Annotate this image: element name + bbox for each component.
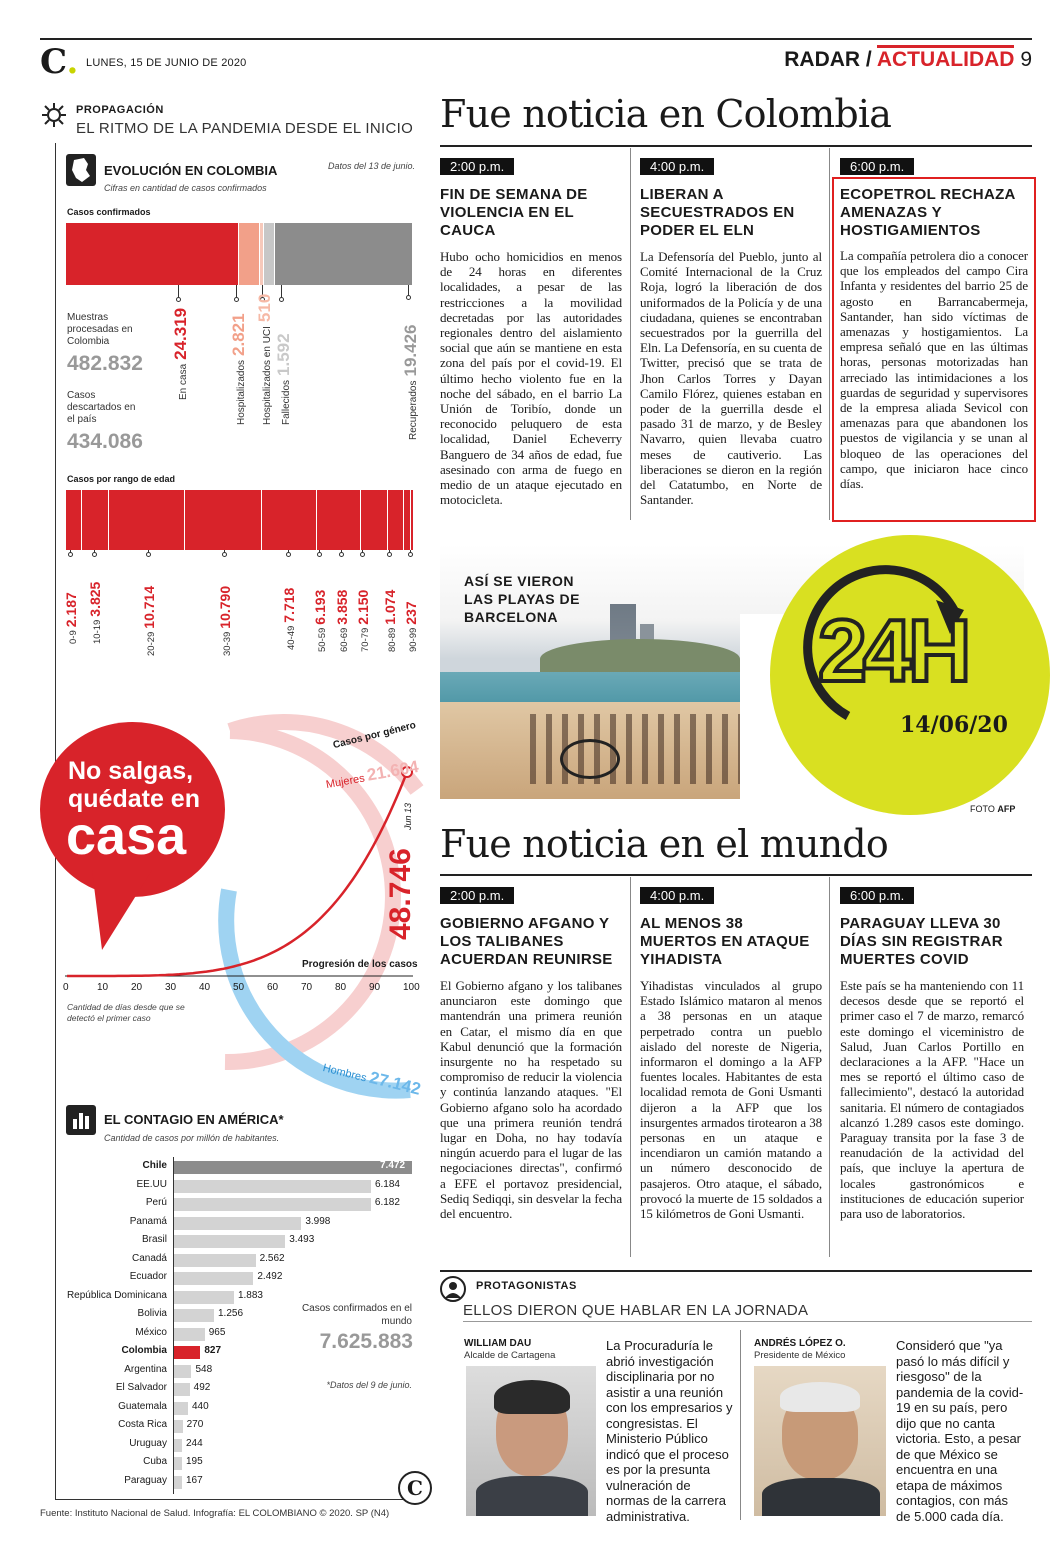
casos-label-name: Hospitalizados [236, 359, 247, 425]
person-quote: La Procuraduría le abrió investigación disciplinaria por no asistir a una reunión con los empresarios y congresistas. El Ministerio Público indicó que el proceso es por la presunta vulneración de normas de la carrera administrativa. [606, 1338, 733, 1524]
article-body: La compañía petrolera dio a conocer que los empleados del campo Cira Infanta y residentes del barrio 25 de agosto en Barrancabermeja, Santander, han sido víctimas de amenazas y hostigamientos. La empresa señaló que en las últimas horas, personas motorizadas han arreciado las intimidaciones a los guardas de seguridad y supervisores de la empresa aliada Sevicol con amenazas para que abandonen los puestos de vigilancia y se unan al bloqueo de las operaciones del campo, que iniciaron hace cinco días. [840, 248, 1028, 492]
edad-label [87, 582, 103, 644]
casos-label-name: Hospitalizados en UCI [262, 326, 273, 425]
x-tick-label: 70 [301, 982, 313, 993]
america-country: Ecuador [129, 1271, 167, 1282]
america-country: Perú [145, 1197, 167, 1208]
casos-leader-line [408, 285, 409, 295]
col-sep [740, 1330, 741, 1520]
lopez-obrador-photo [754, 1366, 886, 1516]
america-value: 6.182 [374, 1197, 400, 1208]
america-bar [174, 1420, 183, 1433]
article-body: La Defensoría del Pueblo, junto al Comité Internacional de la Cruz Roja, logró la liberación de dos uniformados de la Policía y de una ciudadana, quienes se encontraban secuestrados por la guerrilla del Eln. La Defensoría, en su cuenta de Twitter, precisó que se trata de Jhon Carlos Torres y Dayan Camilo Flórez, quienes estaban en poder de la guerrilla desde el pasado 31 de marzo, y de Besley Navarro, quien llevaba cuatro meses de cautiverio. Las liberaciones se dieron en la región del Catatumbo, en Norte de Santander. [640, 249, 822, 508]
casos-bar-segment [275, 223, 414, 285]
america-country: El Salvador [115, 1382, 167, 1393]
casos-label-value: 1.592 [274, 333, 293, 376]
article-col-1 [440, 158, 622, 507]
america-value: 2.562 [259, 1252, 285, 1264]
top-rule [40, 38, 1032, 40]
america-bar [174, 1383, 190, 1396]
america-country: Chile [142, 1160, 167, 1171]
casos-confirmados-label: Casos confirmados [67, 207, 151, 217]
america-country: República Dominicana [66, 1289, 167, 1301]
person-role: Presidente de México [754, 1350, 846, 1361]
section-name: RADAR / [784, 48, 872, 71]
america-country: Colombia [121, 1345, 167, 1356]
progresion-title: Progresión de los casos [302, 959, 418, 970]
casos-label-value: 24.319 [171, 307, 190, 360]
edad-label-name: 90-99 [408, 627, 419, 652]
article-col-2 [640, 158, 822, 507]
person-name: WILLIAM DAU [464, 1338, 532, 1349]
edad-label-value: 1.074 [382, 589, 398, 625]
page-number: 9 [1020, 48, 1032, 71]
edad-bar [66, 490, 413, 550]
world-col-2 [640, 887, 822, 1221]
article-title: FIN DE SEMANA DE VIOLENCIA EN EL CAUCA [440, 186, 588, 239]
america-country: Argentina [124, 1363, 167, 1375]
progresion-date: Jun 13 [403, 802, 413, 830]
america-bar [174, 1291, 234, 1304]
casos-leader-dot [279, 297, 284, 302]
america-value: 3.998 [305, 1215, 331, 1227]
hombres-label: Hombres [321, 1062, 368, 1085]
casos-leader-dot [234, 297, 239, 302]
america-value: 492 [193, 1382, 211, 1393]
america-bar [174, 1402, 188, 1415]
america-bar [174, 1439, 182, 1452]
america-subtitle: Cantidad de casos por millón de habitantes. [104, 1133, 280, 1143]
person-icon [440, 1276, 466, 1302]
edad-leader-dot [286, 552, 291, 557]
edad-label-name: 0-9 [68, 630, 79, 644]
casos-label-name: Recuperados [408, 380, 419, 440]
descartados-value: 434.086 [67, 430, 143, 453]
casos-label [229, 313, 249, 425]
bar-chart-icon [66, 1105, 96, 1135]
casos-label-value: 2.821 [229, 313, 248, 356]
america-total-value: 7.625.883 [319, 1330, 413, 1353]
edad-label [141, 586, 157, 656]
protagonistas-subrule [463, 1321, 1032, 1322]
edad-bar-segment [388, 490, 403, 550]
casos-leader-dot [406, 295, 411, 300]
descartados-label: Casos descartados en el país [67, 390, 136, 425]
photo-caption: ASÍ SE VIERON LAS PLAYAS DE BARCELONA [464, 573, 580, 625]
edad-label-name: 80-89 [387, 627, 398, 652]
america-country: EE.UU [136, 1178, 167, 1190]
edad-bar-segment [109, 490, 185, 550]
america-title: EL CONTAGIO EN AMÉRICA* [104, 1112, 284, 1127]
edad-label-name: 10-19 [92, 619, 103, 644]
article-time: 6:00 p.m. [840, 158, 914, 175]
edad-label-value: 2.187 [63, 592, 79, 628]
america-bar [174, 1457, 182, 1470]
muestras-value: 482.832 [67, 352, 143, 375]
article-body: El Gobierno afgano y los talibanes anunciaron este domingo que mantendrán una primera reunión en Catar, el mismo día en que Kabul denunció que la formación insurgente no ha respetado su compromiso de reducir la violencia y continúa lanzando ataques. "El Gobierno afgano solo ha acordado que una primera reunión tendrá lugar en Doha, no hay todavía ningún acuerdo para el lugar de las negociaciones directas", confirmó a EFE el portavoz presidencial, Sediq Sediqqi, sin desvelar la fecha del encuentro. [440, 978, 622, 1222]
america-bar [174, 1365, 191, 1378]
america-country: Paraguay [124, 1474, 167, 1486]
edad-leader-dot [68, 552, 73, 557]
x-tick-label: 50 [233, 982, 245, 993]
edad-label-value: 237 [403, 601, 419, 625]
col-sep [630, 148, 631, 520]
america-value: 6.184 [374, 1178, 400, 1190]
casos-leader-dot [176, 297, 181, 302]
america-value: 244 [186, 1437, 203, 1449]
edad-bar-segment [361, 490, 388, 550]
edad-label-name: 40-49 [286, 625, 297, 650]
speech-bubble-tail [92, 870, 152, 955]
article-title: AL MENOS 38 MUERTOS EN ATAQUE YIHADISTA [640, 915, 810, 968]
x-tick-label: 100 [403, 982, 420, 993]
article-col-3 [840, 158, 1024, 176]
person-quote: Consideró que "ya pasó lo más difícil y riesgoso" de la pandemia de la covid-19 en su país, pero dijo que no canta victoria. Esto, a pesar de que México se encuentra en una etapa de máximos contagios, con más de 5.000 cada día. [896, 1338, 1024, 1524]
edad-label-name: 50-59 [317, 627, 328, 652]
edad-leader-dot [146, 552, 151, 557]
edad-label-name: 60-69 [339, 627, 350, 652]
casos-label [274, 333, 294, 425]
article-col-3-content [840, 186, 1028, 491]
x-tick-label: 10 [97, 982, 109, 993]
article-title: ECOPETROL RECHAZA AMENAZAS Y HOSTIGAMIENTOS [840, 186, 1016, 239]
edad-label [312, 590, 328, 652]
america-value: 827 [204, 1345, 222, 1356]
america-country: Guatemala [118, 1400, 167, 1412]
progresion-total: 48.746 [384, 848, 417, 940]
edad-bar-segment [411, 490, 414, 550]
evolucion-note: Datos del 13 de junio. [328, 161, 416, 171]
america-bar [174, 1235, 285, 1248]
america-bar [174, 1476, 182, 1489]
protagonistas-rule [440, 1270, 1032, 1272]
casos-label [255, 294, 275, 425]
edad-label [382, 590, 398, 652]
section-header [784, 48, 1032, 72]
america-value: 2.492 [257, 1271, 283, 1282]
edad-label [217, 586, 233, 656]
article-title: GOBIERNO AFGANO Y LOS TALIBANES ACUERDAN REUNIRSE [440, 915, 613, 968]
america-country: Cuba [143, 1456, 167, 1467]
mujeres-value: 21.604 [365, 756, 421, 785]
america-country: Panamá [129, 1215, 167, 1227]
photo-credit-prefix: FOTO [970, 804, 995, 814]
col-sep [829, 877, 830, 1257]
edad-label [63, 592, 79, 644]
article-time: 2:00 p.m. [440, 158, 514, 175]
x-tick-label: 80 [335, 982, 347, 993]
america-value: 965 [208, 1326, 226, 1338]
edad-label-value: 3.858 [334, 589, 350, 625]
america-country: Costa Rica [118, 1419, 167, 1430]
edad-leader-dot [360, 552, 365, 557]
america-value: 270 [186, 1419, 204, 1430]
casos-stacked-bar [66, 223, 413, 285]
col-sep [630, 877, 631, 1257]
edad-label [334, 590, 350, 652]
infographic-kicker: PROPAGACIÓN [76, 104, 164, 116]
newspaper-logo: C. [40, 42, 79, 82]
section-accent: ACTUALIDAD [877, 45, 1015, 71]
footer-logo: C [398, 1471, 432, 1505]
america-value: 167 [186, 1474, 203, 1486]
casos-bar-segment [66, 223, 239, 285]
colombia-map-icon [66, 154, 96, 186]
bubble-line2: quédate en [68, 785, 200, 813]
colombia-heading: Fue noticia en Colombia [440, 92, 892, 136]
24h-date: 14/06/20 [900, 712, 1008, 738]
edad-label-value: 2.150 [355, 589, 371, 625]
america-value: 1.256 [218, 1308, 244, 1319]
24h-text: 24H [818, 601, 968, 700]
progresion-xnote: Cantidad de días desde que se detectó el primer caso [67, 1002, 185, 1023]
edad-label [355, 590, 371, 652]
casos-label-name: Fallecidos [281, 379, 292, 425]
x-tick-label: 0 [63, 982, 69, 993]
edad-bar-segment [404, 490, 412, 550]
america-bar [174, 1254, 256, 1267]
edad-title: Casos por rango de edad [67, 474, 176, 484]
mundo-rule [440, 874, 1032, 876]
edad-leader-dot [339, 552, 344, 557]
america-country: Bolivia [137, 1308, 167, 1319]
casos-leader-line [236, 285, 237, 297]
virus-icon [40, 101, 68, 129]
bubble-line1: No salgas, [68, 757, 194, 785]
world-col-3 [840, 887, 1024, 1221]
article-time: 4:00 p.m. [640, 887, 714, 904]
casos-leader-line [281, 285, 282, 297]
x-tick-label: 60 [267, 982, 279, 993]
article-body: Hubo ocho homicidios en menos de 24 horas en diferentes localidades, a pesar de las restricciones a la movilidad decretadas por las autoridades regionales dentro del aislamiento social que aún se mantiene en esta zona del país por el covid-19. El último hecho violento fue en la noche del sábado, en el barrio La Unión de Toribío, donde un reconocido peluquero de esta localidad, Daniel Echeverry Banguero de 34 años de edad, fue asesinado con arma de fuego en medio de un ataque ejecutado en motocicleta. [440, 249, 622, 508]
x-tick-label: 30 [165, 982, 177, 993]
muestras-label: Muestras procesadas en Colombia [67, 312, 133, 347]
edad-leader-dot [222, 552, 227, 557]
edad-label-name: 20-29 [146, 631, 157, 656]
america-bar [174, 1272, 253, 1285]
casos-label-value: 510 [255, 293, 274, 323]
edad-bar-segment [262, 490, 317, 550]
edad-label-value: 3.825 [87, 581, 103, 617]
america-bar [174, 1161, 412, 1174]
edad-bar-segment [66, 490, 82, 550]
casos-label [401, 325, 421, 440]
article-time: 6:00 p.m. [840, 887, 914, 904]
article-body: Este país se ha manteniendo con 11 decesos desde que se reportó el primer caso el 7 de marzo, remarcó este domingo el viceministro de Salud, Juan Carlos Portillo en declaraciones a la AFP. "Hace un mes se reportó el último caso de fallecimiento", destacó la autoridad sanitaria. El número de contagiados alcanzó 1.289 casos este domingo. Paraguay transita por la fase 3 de reanudación de la actividad del país, que incluye la apertura de locales gastronómicos e instituciones de educación superior para uso de laboratorios. [840, 978, 1024, 1222]
col-sep [829, 148, 830, 520]
photo-credit [970, 804, 1015, 814]
casos-bar-segment [264, 223, 275, 285]
genero-title: Casos por género [331, 719, 418, 752]
edad-leader-dot [317, 552, 322, 557]
x-tick-label: 90 [369, 982, 381, 993]
colombia-rule [440, 145, 1032, 147]
x-tick-label: 40 [199, 982, 211, 993]
article-title: PARAGUAY LLEVA 30 DÍAS SIN REGISTRAR MUERTES COVID [840, 915, 1003, 968]
america-value: 3.493 [289, 1234, 315, 1245]
edad-leader-dot [408, 552, 413, 557]
america-bar [174, 1198, 371, 1211]
world-col-1 [440, 887, 622, 1221]
evolucion-title: EVOLUCIÓN EN COLOMBIA [104, 163, 278, 178]
america-country: México [135, 1326, 167, 1338]
edad-bar-segment [185, 490, 262, 550]
edad-label-value: 10.790 [217, 585, 233, 629]
america-country: Canadá [131, 1252, 167, 1264]
casos-leader-line [178, 285, 179, 297]
edad-leader-dot [92, 552, 97, 557]
person-role: Alcalde de Cartagena [464, 1350, 556, 1361]
america-value: 7.472 [380, 1160, 406, 1171]
photo-credit-agency: AFP [997, 804, 1016, 814]
america-bar [174, 1309, 214, 1322]
edad-label-name: 70-79 [360, 627, 371, 652]
mujeres-label: Mujeres [325, 772, 366, 792]
article-time: 2:00 p.m. [440, 887, 514, 904]
article-title: LIBERAN A SECUESTRADOS EN PODER EL ELN [640, 186, 795, 239]
article-time: 4:00 p.m. [640, 158, 714, 175]
william-dau-photo [466, 1366, 596, 1516]
america-country: Uruguay [129, 1437, 167, 1449]
america-value: 440 [192, 1400, 209, 1412]
america-country: Brasil [141, 1234, 167, 1245]
america-bar [174, 1328, 205, 1341]
america-total-label: Casos confirmados en el mundo [301, 1303, 412, 1327]
america-note: *Datos del 9 de junio. [326, 1380, 412, 1390]
edad-bar-segment [317, 490, 361, 550]
edad-label-value: 7.718 [281, 587, 297, 623]
mundo-heading: Fue noticia en el mundo [440, 822, 888, 866]
america-value: 548 [195, 1363, 213, 1375]
infographic-title: EL RITMO DE LA PANDEMIA DESDE EL INICIO [76, 120, 414, 137]
america-bar [174, 1346, 200, 1359]
edad-label-value: 10.714 [141, 585, 157, 629]
infographic-source: Fuente: Instituto Nacional de Salud. Infografía: EL COLOMBIANO © 2020. SP (N4) [40, 1508, 390, 1519]
edad-label-value: 6.193 [312, 589, 328, 625]
casos-bar-segment [239, 223, 259, 285]
article-body: Yihadistas vinculados al grupo Estado Islámico mataron al menos a 38 personas en un ataque perpetrado contra un pueblo aislado del noreste de Nigeria, informaron el domingo a la AFP fuentes locales. Habitantes de esta localidad remota de Goni Usmanti dijeron a la AFP que los insurgentes armados tirotearon a 38 personas en un ataque e incendiaron un camión matando a un número desconocido de pasajeros. Otro ataque, el sábado, provocó la muerte de 15 soldados a 15 kilómetros de Goni Usmanti. [640, 978, 822, 1222]
x-tick-label: 20 [131, 982, 143, 993]
edad-label [403, 601, 419, 652]
casos-label-value: 19.426 [401, 324, 420, 377]
casos-label [171, 308, 191, 400]
edad-bar-segment [82, 490, 109, 550]
edad-leader-dot [387, 552, 392, 557]
america-value: 1.883 [237, 1289, 263, 1301]
america-value: 195 [186, 1456, 203, 1467]
evolucion-subtitle: Cifras en cantidad de casos confirmados [104, 183, 267, 193]
protagonistas-kicker: PROTAGONISTAS [476, 1280, 577, 1292]
person-name: ANDRÉS LÓPEZ O. [754, 1338, 846, 1349]
america-bar [174, 1217, 301, 1230]
casos-label-name: En casa [178, 363, 189, 400]
issue-date: LUNES, 15 DE JUNIO DE 2020 [86, 57, 247, 69]
edad-label-name: 30-39 [222, 631, 233, 656]
edad-label [281, 588, 297, 650]
hombres-value: 27.142 [367, 1067, 423, 1099]
protagonistas-title: ELLOS DIERON QUE HABLAR EN LA JORNADA [463, 1302, 809, 1319]
america-bar [174, 1180, 371, 1193]
bubble-line3: casa [66, 806, 187, 866]
